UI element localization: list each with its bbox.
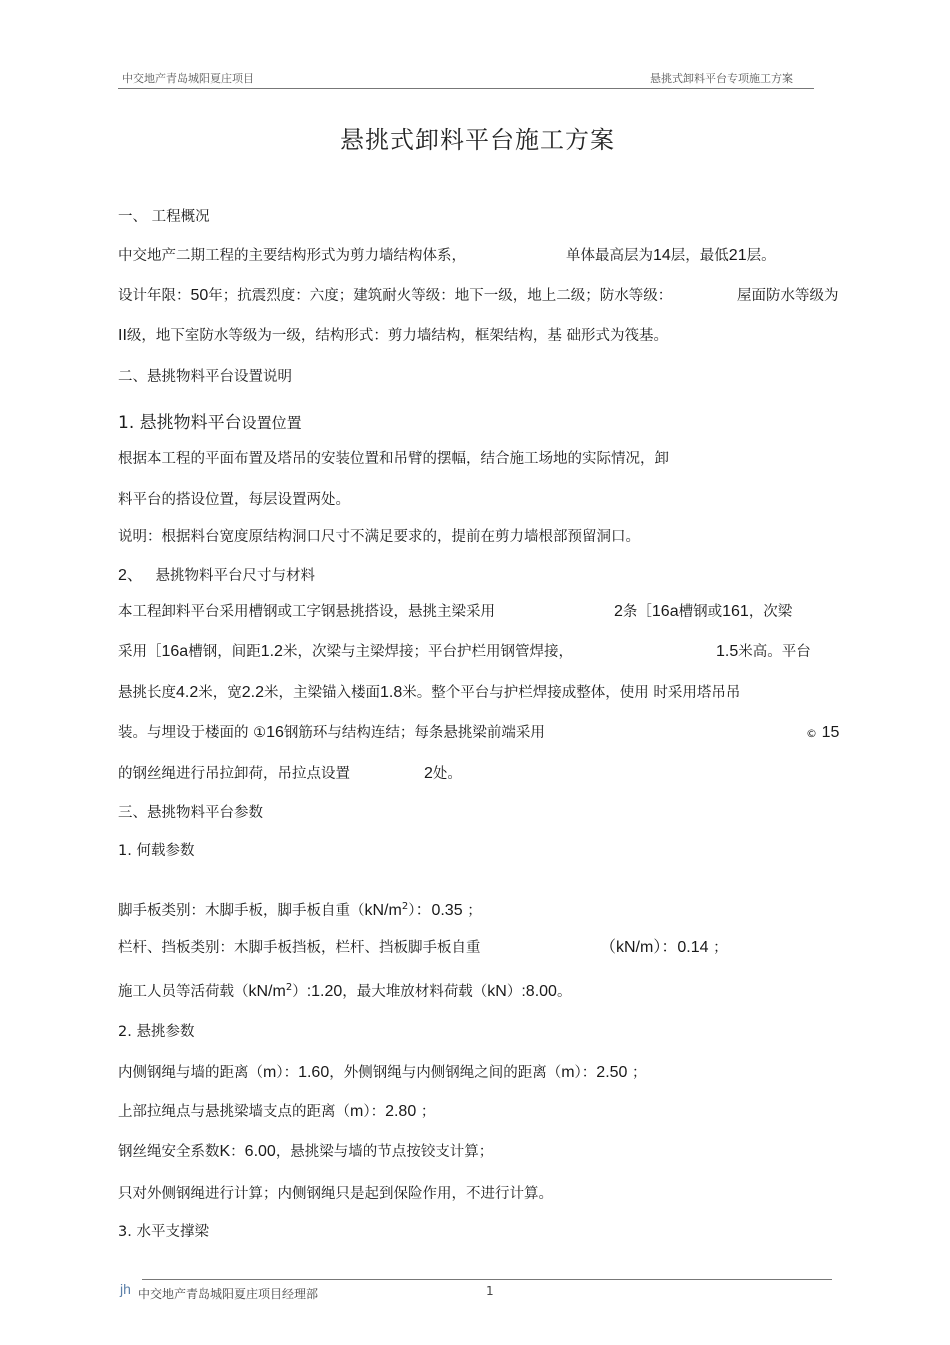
- text: 米，次梁与主梁焊接；平台护栏用钢管焊接，: [282, 644, 573, 660]
- footer-rule: [142, 1279, 832, 1280]
- number: 161: [722, 603, 749, 620]
- value: 2.80: [385, 1103, 417, 1120]
- param-anchor-distance: [118, 1102, 435, 1122]
- param-calc-note: 只对外侧钢绳进行计算；内侧钢绳只是起到保险作用，不进行计算。: [118, 1186, 553, 1202]
- para-structure-line: [118, 246, 466, 266]
- text: 单体最高层为: [566, 248, 653, 264]
- subsection-2-1-heading: [118, 408, 302, 433]
- footer-org: 中交地产青岛城阳夏庄项目经理部: [138, 1287, 319, 1301]
- para-design-life: [118, 286, 672, 306]
- number: 21: [728, 247, 747, 264]
- header-left: 中交地产青岛城阳夏庄项目: [122, 72, 254, 85]
- text: ；: [420, 1104, 436, 1120]
- para-material-2a: [118, 642, 573, 662]
- text: ，最大堆放材料荷载（: [342, 983, 488, 1000]
- text: 。: [556, 983, 572, 1000]
- param-railing-value: [600, 938, 728, 958]
- param-live-load: [118, 978, 571, 1002]
- footer-logo-mark: jh: [120, 1281, 131, 1297]
- number: 1.2: [260, 643, 283, 660]
- para-note: 说明：根据料台宽度原结构洞口尺寸不满足要求的，提前在剪力墙根部预留洞口。: [118, 529, 640, 545]
- param-rope-distance: [118, 1063, 647, 1083]
- text: 装。与埋设于楼面的 ①: [118, 725, 267, 741]
- section-2-heading: 二、悬挑物料平台设置说明: [118, 369, 292, 385]
- unit: kN/m: [364, 901, 402, 919]
- text: 悬挑长度: [118, 685, 176, 701]
- text: ，悬挑梁与墙的节点按铰支计算；: [275, 1144, 494, 1160]
- text: ，外侧钢绳与内侧钢绳之间的距离（: [329, 1065, 562, 1081]
- section-1-heading: 一、 工程概况: [118, 209, 210, 225]
- subsection-3-1-heading: 1. 何载参数: [118, 843, 195, 859]
- unit: m: [561, 1064, 575, 1081]
- number: 15: [821, 724, 840, 741]
- text: 上部拉绳点与悬挑梁墙支点的距离（: [118, 1104, 350, 1120]
- para-material-2b: [716, 642, 811, 662]
- text: ，次梁: [748, 604, 793, 620]
- para-material-1b: [614, 602, 792, 622]
- para-location-1: 根据本工程的平面布置及塔吊的安装位置和吊臂的摆幅，结合施工场地的实际情况，卸: [118, 451, 669, 467]
- superscript: 2: [401, 901, 409, 912]
- number: 1.8: [380, 684, 403, 701]
- number: 16: [266, 724, 284, 741]
- value: ：0.35: [415, 901, 463, 919]
- para-basement: [118, 326, 668, 346]
- para-location-2: 料平台的搭设位置，每层设置两处。: [118, 492, 350, 508]
- text: 钢丝绳安全系数: [118, 1144, 220, 1160]
- text: ；: [467, 902, 482, 919]
- para-material-4a: [118, 723, 545, 743]
- value: :8.00: [521, 982, 557, 1000]
- text: ）：: [574, 1065, 597, 1081]
- text: 处。: [432, 766, 462, 782]
- text: ：: [230, 1144, 245, 1160]
- para-material-5b: [424, 764, 462, 784]
- para-material-4b: [806, 723, 839, 744]
- subsection-3-2-heading: 2. 悬挑参数: [118, 1024, 195, 1040]
- text: ）: [408, 902, 416, 919]
- unit: （kN/m）: [600, 939, 662, 956]
- text: 钢筋环与结构连结；每条悬挑梁前端采用: [283, 725, 545, 741]
- text: ；: [632, 1065, 647, 1081]
- param-railing-label: 栏杆、挡板类别：木脚手板挡板，栏杆、挡板脚手板自重: [118, 940, 481, 956]
- superscript: 2: [285, 982, 293, 993]
- param-scaffold-board: [118, 897, 482, 921]
- para-floors: [566, 246, 776, 266]
- text: 米，宽: [198, 685, 242, 701]
- para-roof-waterproof: 屋面防水等级为: [737, 288, 839, 304]
- text: ）：: [276, 1065, 299, 1081]
- unit: kN: [487, 982, 507, 1000]
- symbol: K: [219, 1143, 231, 1160]
- document-title: 悬挑式卸料平台施工方案: [340, 126, 615, 154]
- number: 16a: [161, 643, 189, 660]
- number: 14: [653, 247, 671, 264]
- number: 16a: [651, 603, 679, 620]
- text: 层，最低: [670, 248, 729, 264]
- text: 米，主梁锚入楼面: [264, 685, 380, 701]
- text: 设计年限：: [118, 288, 191, 304]
- text: 槽钢，间距: [188, 644, 261, 660]
- para-material-5a: 的钢丝绳进行吊拉卸荷，吊拉点设置: [118, 766, 350, 782]
- unit: m: [263, 1064, 277, 1081]
- value: 2.50: [596, 1064, 628, 1081]
- text: ；: [713, 940, 728, 956]
- number: 2、: [118, 567, 143, 584]
- number: 2: [614, 603, 623, 620]
- section-3-heading: 三、悬挑物料平台参数: [118, 805, 263, 821]
- value: 1.60: [298, 1064, 330, 1081]
- para-material-3: [118, 683, 740, 703]
- text: 年；抗震烈度：六度；建筑耐火等级：地下一级，地上二级；防水等级：: [208, 288, 673, 304]
- text: 内侧钢绳与墙的距离（: [118, 1065, 263, 1081]
- header-right: 悬挑式卸料平台专项施工方案: [650, 72, 793, 85]
- page-number: 1: [486, 1284, 494, 1298]
- unit: kN/m: [248, 982, 286, 1000]
- text: 悬挑物料平台: [139, 413, 242, 433]
- para-material-1a: 本工程卸料平台采用槽钢或工字钢悬挑搭设，悬挑主梁采用: [118, 604, 495, 620]
- text: 槽钢或: [678, 604, 723, 620]
- text: 采用［: [118, 644, 162, 660]
- number: 50: [190, 287, 209, 304]
- text: 施工人员等活荷载（: [118, 983, 249, 1000]
- text: 脚手板类别：木脚手板，脚手板自重（: [118, 902, 365, 919]
- number: 2.2: [241, 684, 264, 701]
- symbol: ©: [806, 727, 817, 740]
- text: ）: [506, 983, 522, 1000]
- subsection-3-3-heading: 3. 水平支撑梁: [118, 1224, 209, 1240]
- text: 条［: [622, 604, 652, 620]
- text: 层。: [746, 248, 776, 264]
- param-safety-factor: [118, 1142, 493, 1162]
- unit: m: [350, 1103, 364, 1120]
- text: 级，地下室防水等级为一级，结构形式：剪力墙结构，框架结构，基 础形式为筏基。: [126, 328, 668, 344]
- text: 中交地产二期工程的主要结构形式为剪力墙结构体系，: [118, 248, 466, 264]
- value: ：0.14: [661, 939, 709, 956]
- number: 4.2: [176, 684, 199, 701]
- header-rule: [118, 88, 814, 89]
- subsection-2-2-heading: [118, 566, 315, 586]
- value: 6.00: [244, 1143, 276, 1160]
- text: ）：: [363, 1104, 386, 1120]
- value: :1.20: [306, 982, 343, 1000]
- number: 1.5: [716, 643, 739, 660]
- number: II: [118, 327, 127, 344]
- number: 2: [424, 765, 433, 782]
- text: 米。整个平台与护栏焊接成整体，使用 时采用塔吊吊: [402, 685, 741, 701]
- text: 设置位置: [241, 414, 302, 432]
- text: 米高。平台: [738, 644, 811, 660]
- text: ）: [292, 983, 307, 1000]
- text: 悬挑物料平台尺寸与材料: [155, 568, 316, 584]
- number: 1.: [118, 413, 135, 433]
